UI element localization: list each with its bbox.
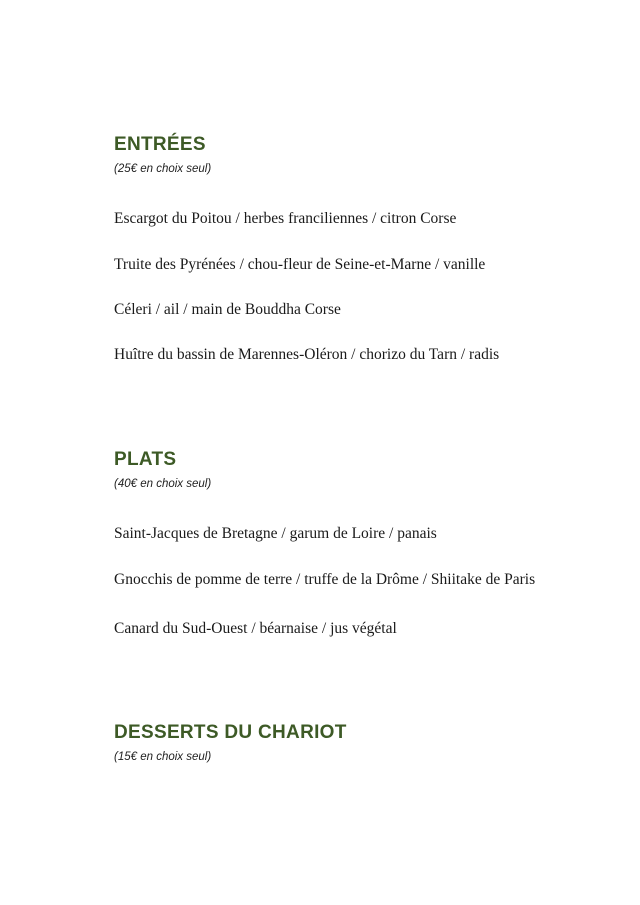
section-desserts bbox=[114, 722, 614, 764]
dish-item: Gnocchis de pomme de terre / truffe de la Drôme / Shiitake de Paris bbox=[114, 571, 536, 588]
dish-item: Truite des Pyrénées / chou-fleur de Seine-et-Marne / vanille bbox=[114, 256, 486, 273]
section-price-entrees: (25€ en choix seul) bbox=[114, 163, 212, 175]
section-title-plats: PLATS bbox=[114, 449, 177, 470]
dish-item: Canard du Sud-Ouest / béarnaise / jus végétal bbox=[114, 620, 397, 637]
section-entrees bbox=[114, 134, 614, 363]
dish-item: Saint-Jacques de Bretagne / garum de Loire / panais bbox=[114, 525, 437, 542]
section-title-entrees: ENTRÉES bbox=[114, 134, 206, 155]
dish-item: Escargot du Poitou / herbes franciliennes / citron Corse bbox=[114, 210, 457, 227]
section-title-desserts: DESSERTS DU CHARIOT bbox=[114, 722, 347, 743]
dish-item: Huître du bassin de Marennes-Oléron / chorizo du Tarn / radis bbox=[114, 346, 500, 363]
section-price-plats: (40€ en choix seul) bbox=[114, 478, 212, 490]
dish-item: Céleri / ail / main de Bouddha Corse bbox=[114, 301, 341, 318]
section-price-desserts: (15€ en choix seul) bbox=[114, 751, 212, 763]
section-plats bbox=[114, 449, 614, 637]
